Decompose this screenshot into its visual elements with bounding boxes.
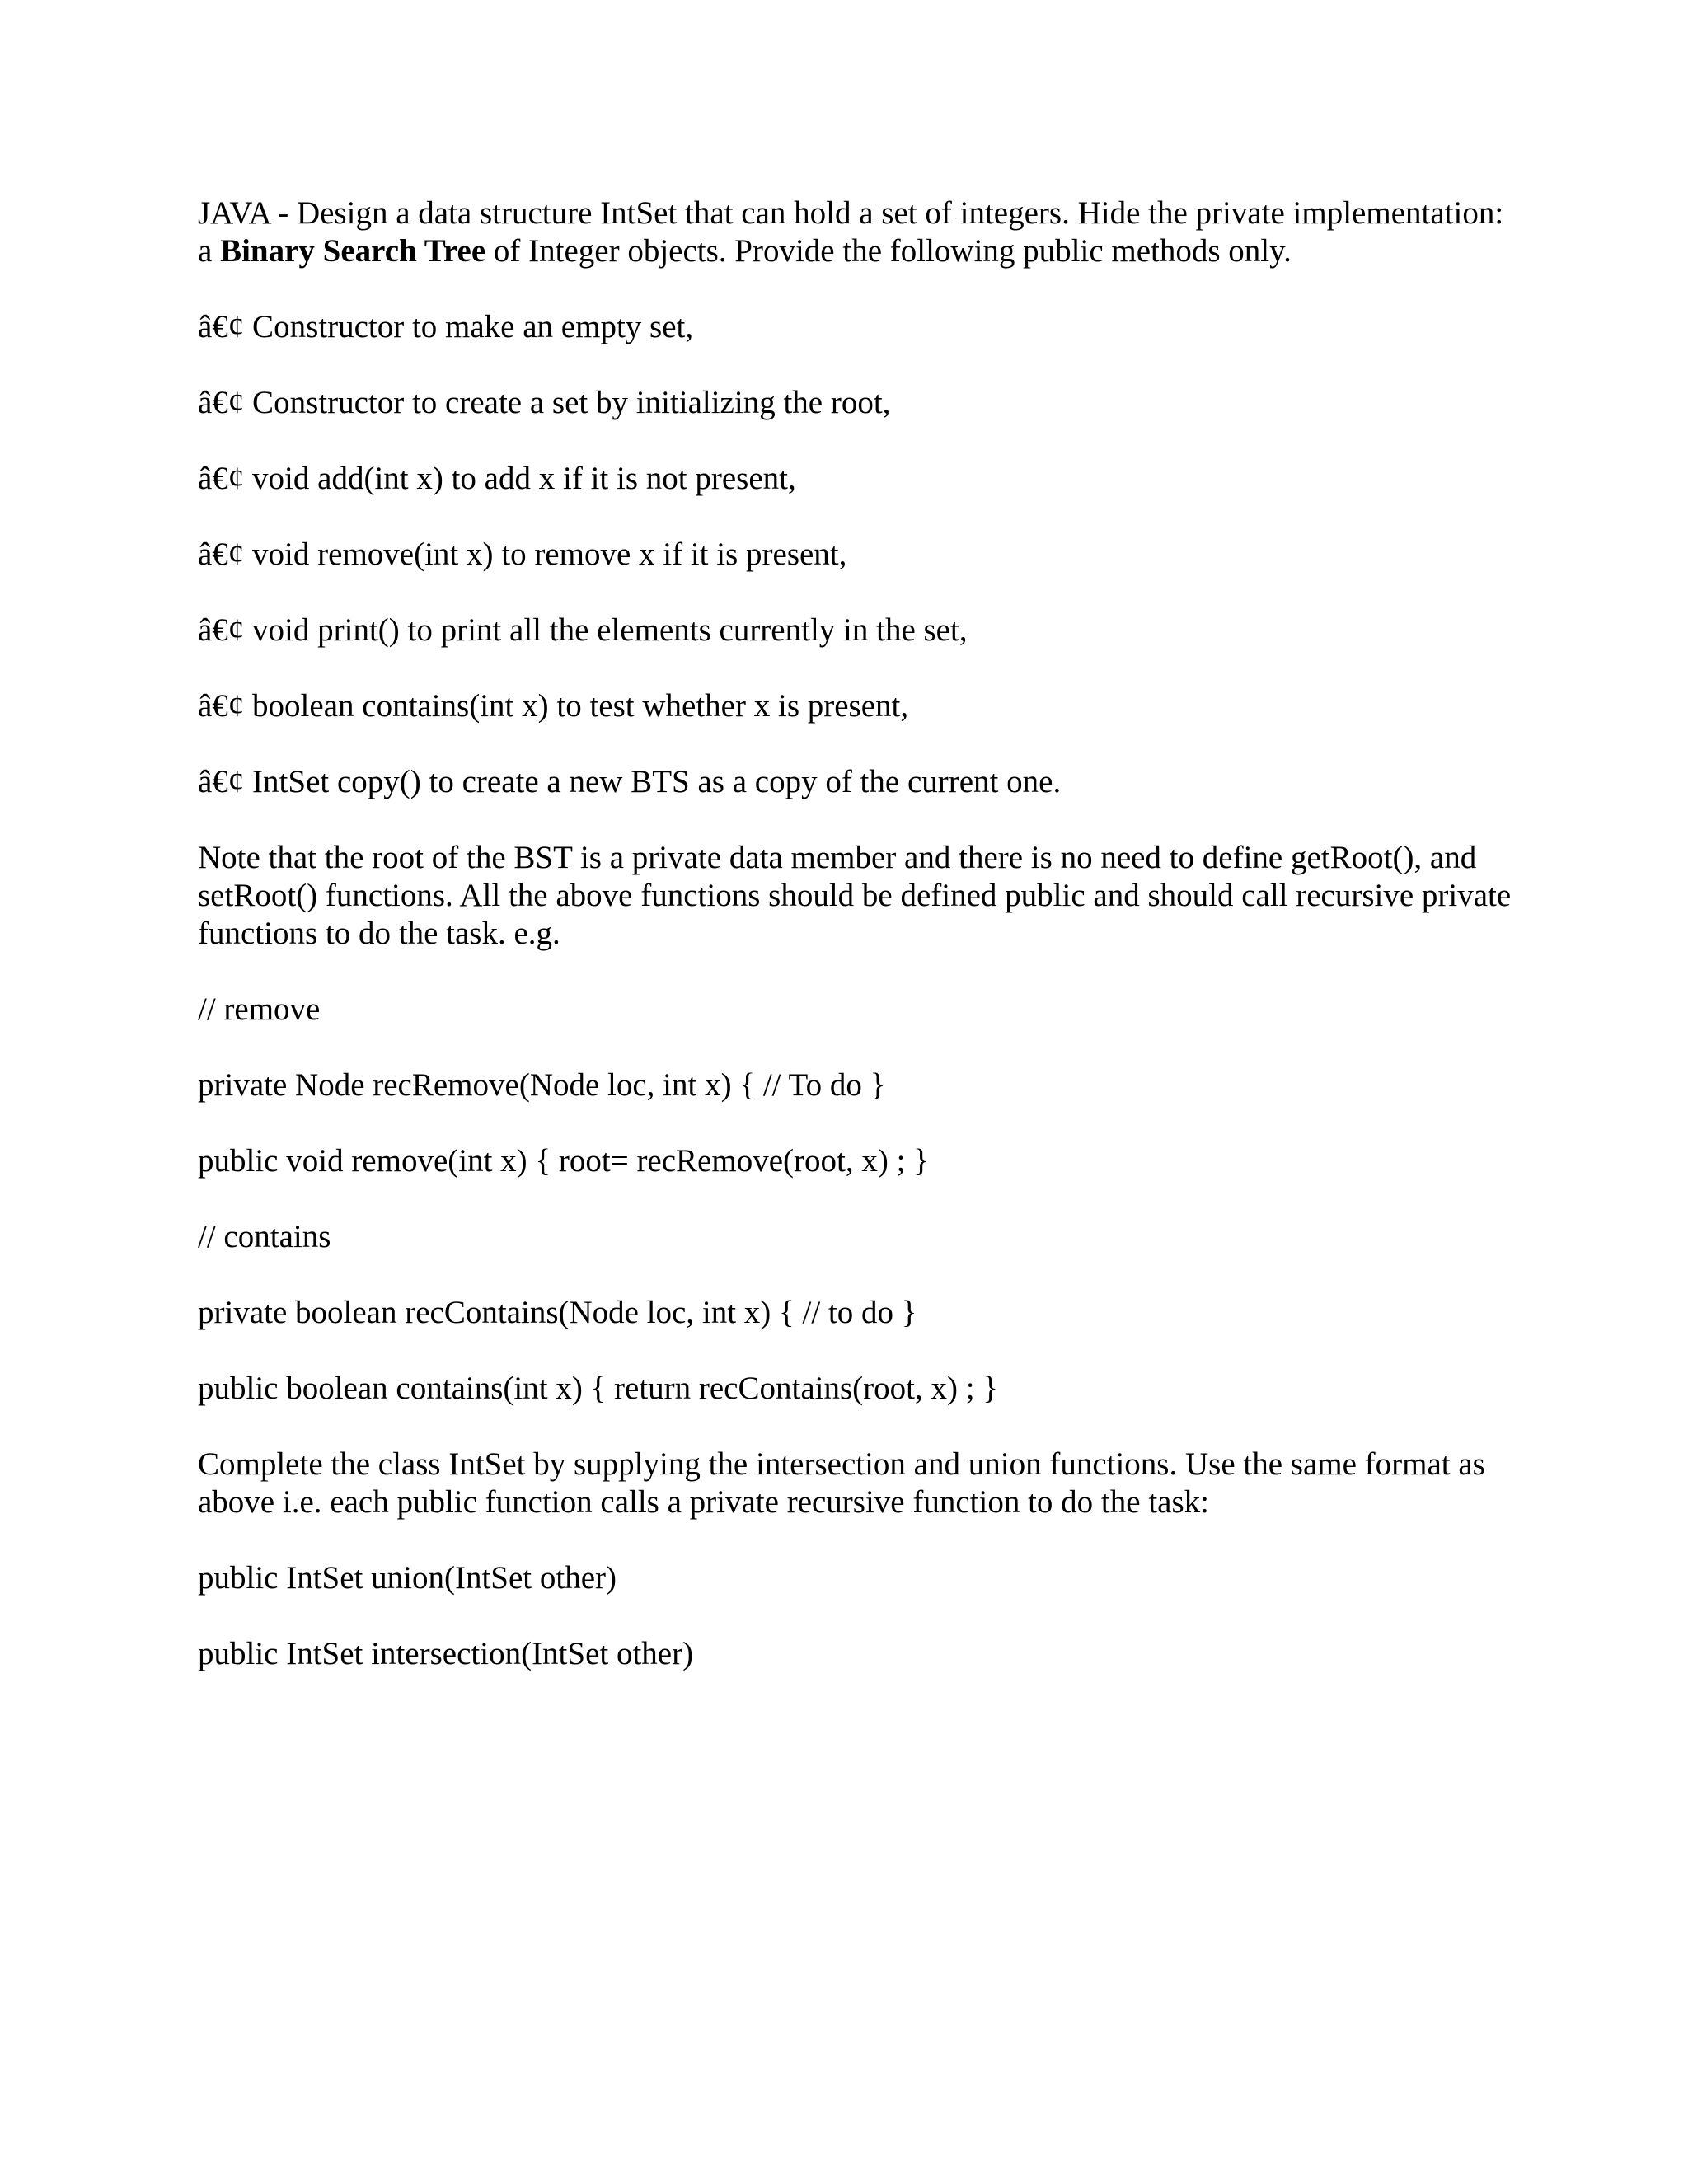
intro-paragraph — [198, 194, 1517, 270]
intro-text-part1: JAVA - Design a data structure IntSet that can hold a set of integers. Hide the private implementation: a — [198, 195, 1504, 269]
intersection-signature: public IntSet intersection(IntSet other) — [198, 1636, 694, 1671]
bullet-item: â€¢ void add(int x) to add x if it is not present, — [198, 461, 796, 496]
bullet-item: â€¢ void print() to print all the elements currently in the set, — [198, 612, 968, 648]
code-remove-private: private Node recRemove(Node loc, int x) { // To do } — [198, 1067, 886, 1103]
note-paragraph: Note that the root of the BST is a private data member and there is no need to define getRoot(), and setRoot() functions. All the above functions should be defined public and should call recursive private functions to do the task. e.g. — [198, 840, 1512, 951]
code-contains-comment: // contains — [198, 1219, 331, 1254]
bullet-item: â€¢ boolean contains(int x) to test whether x is present, — [198, 688, 909, 724]
bullet-item: â€¢ Constructor to create a set by initializing the root, — [198, 385, 891, 420]
bullet-item: â€¢ void remove(int x) to remove x if it is present, — [198, 537, 847, 572]
code-contains-public: public boolean contains(int x) { return recContains(root, x) ; } — [198, 1371, 999, 1406]
complete-paragraph: Complete the class IntSet by supplying the intersection and union functions. Use the same format as above i.e. each public function calls a private recursive function to do the task: — [198, 1446, 1485, 1520]
intro-text-part2: of Integer objects. Provide the following public methods only. — [485, 233, 1292, 269]
code-remove-comment: // remove — [198, 991, 321, 1027]
bullet-item: â€¢ IntSet copy() to create a new BTS as a copy of the current one. — [198, 764, 1062, 799]
code-remove-public: public void remove(int x) { root= recRemove(root, x) ; } — [198, 1143, 929, 1179]
code-contains-private: private boolean recContains(Node loc, int x) { // to do } — [198, 1295, 917, 1330]
union-signature: public IntSet union(IntSet other) — [198, 1560, 617, 1596]
bullet-item: â€¢ Constructor to make an empty set, — [198, 309, 694, 344]
intro-bold-term: Binary Search Tree — [220, 233, 486, 269]
document-body — [198, 194, 1517, 1673]
